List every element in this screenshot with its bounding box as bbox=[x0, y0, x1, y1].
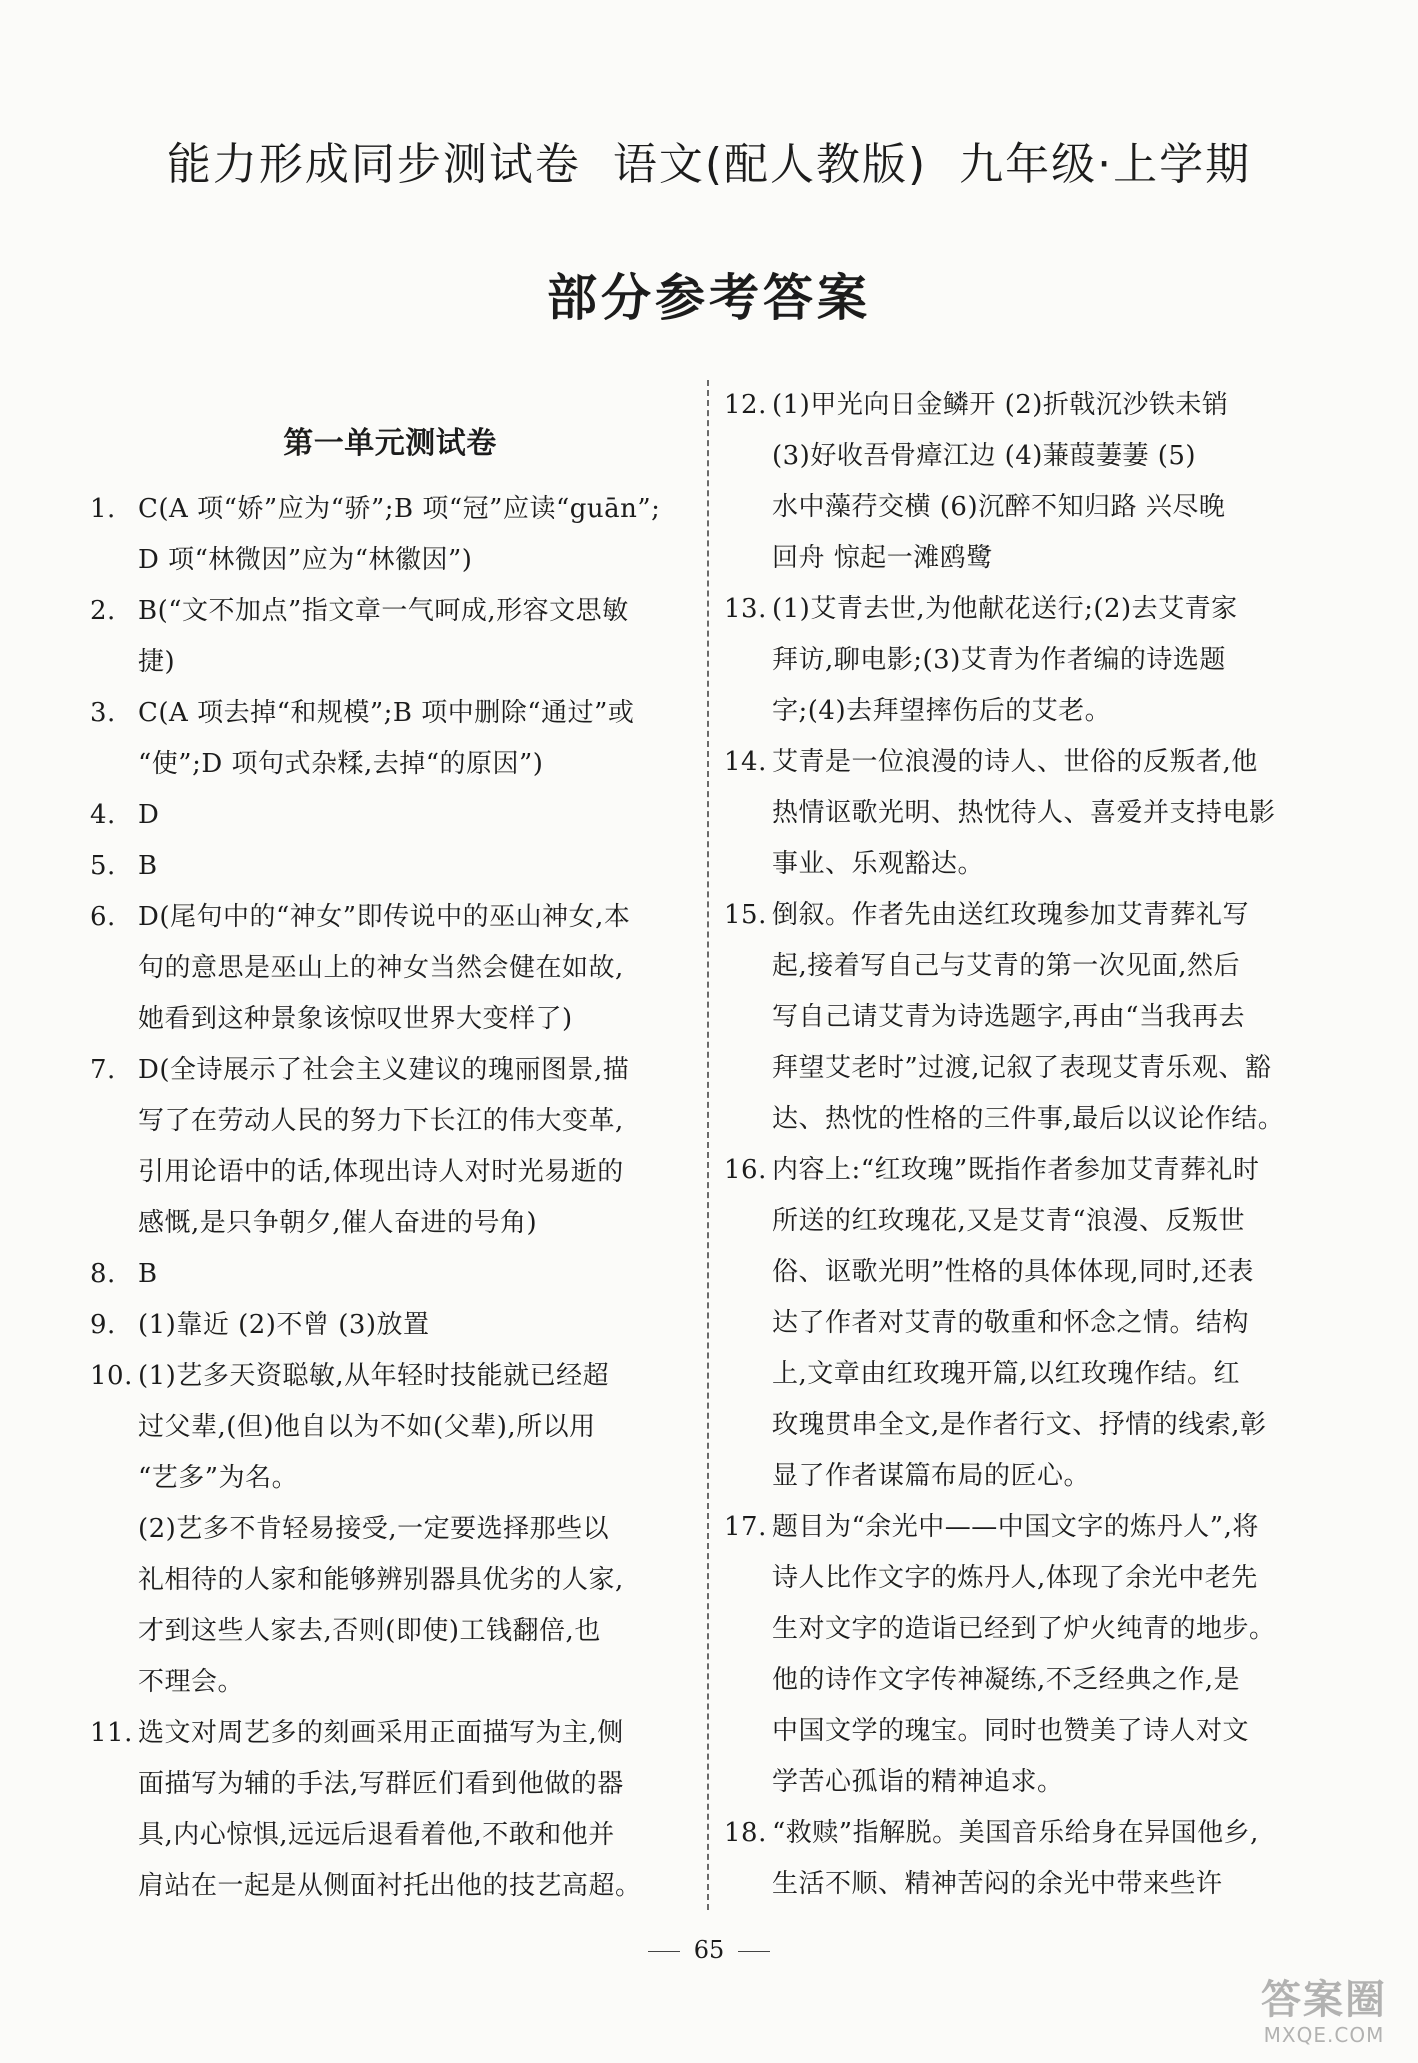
answer-line: 生活不顺、精神苦闷的余光中带来些许 bbox=[772, 1869, 1223, 1899]
answer-line: C(A 项“娇”应为“骄”;B 项“冠”应读“guān”; bbox=[138, 494, 661, 524]
answer-line: 所送的红玫瑰花,又是艾青“浪漫、反叛世 bbox=[772, 1206, 1246, 1236]
answer-line: 才到这些人家去,否则(即使)工钱翻倍,也 bbox=[138, 1616, 601, 1646]
answer-line: 她看到这种景象该惊叹世界大变样了) bbox=[138, 1004, 573, 1034]
left-answer-list bbox=[90, 484, 690, 1912]
answer-item bbox=[724, 737, 1316, 890]
answer-line: 不理会。 bbox=[138, 1667, 245, 1697]
answer-line: 上,文章由红玫瑰开篇,以红玫瑰作结。红 bbox=[772, 1359, 1241, 1389]
answer-line: 具,内心惊惧,远远后退看着他,不敢和他并 bbox=[138, 1820, 615, 1850]
answer-line: D(尾句中的“神女”即传说中的巫山神女,本 bbox=[138, 902, 631, 932]
answer-number: 9. bbox=[90, 1310, 116, 1340]
answer-line: (3)好收吾骨瘴江边 (4)蒹葭萋萋 (5) bbox=[772, 441, 1197, 471]
answer-line: 写了在劳动人民的努力下长江的伟大变革, bbox=[138, 1106, 624, 1136]
answer-number: 11. bbox=[90, 1718, 133, 1748]
answer-number: 15. bbox=[724, 900, 767, 930]
answer-item bbox=[90, 1300, 690, 1351]
answer-line: “救赎”指解脱。美国音乐给身在异国他乡, bbox=[772, 1818, 1259, 1848]
answer-line: C(A 项去掉“和规模”;B 项中删除“通过”或 bbox=[138, 698, 635, 728]
answer-line: D bbox=[138, 800, 160, 830]
answer-line: 达、热忱的性格的三件事,最后以议论作结。 bbox=[772, 1104, 1285, 1134]
answer-item bbox=[90, 1351, 690, 1708]
answer-line: 引用论语中的话,体现出诗人对时光易逝的 bbox=[138, 1157, 624, 1187]
answer-line: 写自己请艾青为诗选题字,再由“当我再去 bbox=[772, 1002, 1246, 1032]
right-column bbox=[724, 380, 1316, 1910]
answer-line: 选文对周艺多的刻画采用正面描写为主,侧 bbox=[138, 1718, 624, 1748]
answer-line: “使”;D 项句式杂糅,去掉“的原因”) bbox=[138, 749, 544, 779]
answer-line: 字;(4)去拜望摔伤后的艾老。 bbox=[772, 696, 1112, 726]
answer-item bbox=[90, 841, 690, 892]
answer-number: 5. bbox=[90, 851, 116, 881]
answer-line: 起,接着写自己与艾青的第一次见面,然后 bbox=[772, 951, 1241, 981]
right-answer-list bbox=[724, 380, 1316, 1910]
answer-number: 17. bbox=[724, 1512, 767, 1542]
answer-item bbox=[724, 1808, 1316, 1910]
answer-line: (1)甲光向日金鳞开 (2)折戟沉沙铁未销 bbox=[772, 390, 1229, 420]
answer-line: (2)艺多不肯轻易接受,一定要选择那些以 bbox=[138, 1514, 610, 1544]
answer-line: 水中藻荇交横 (6)沉醉不知归路 兴尽晚 bbox=[772, 492, 1226, 522]
book-title: 能力形成同步测试卷 语文(配人教版) 九年级·上学期 bbox=[166, 139, 1252, 190]
answer-item bbox=[90, 688, 690, 790]
answer-item bbox=[90, 892, 690, 1045]
answer-line: (1)艺多天资聪敏,从年轻时技能就已经超 bbox=[138, 1361, 610, 1391]
answer-line: 肩站在一起是从侧面衬托出他的技艺高超。 bbox=[138, 1871, 642, 1901]
page-dash-right bbox=[738, 1951, 770, 1952]
answer-line: D(全诗展示了社会主义建议的瑰丽图景,描 bbox=[138, 1055, 630, 1085]
answer-line: 达了作者对艾青的敬重和怀念之情。结构 bbox=[772, 1308, 1250, 1338]
answer-line: 内容上:“红玫瑰”既指作者参加艾青葬礼时 bbox=[772, 1155, 1260, 1185]
answer-line: 艾青是一位浪漫的诗人、世俗的反叛者,他 bbox=[772, 747, 1258, 777]
answer-item bbox=[724, 380, 1316, 584]
answer-line: 事业、乐观豁达。 bbox=[772, 849, 985, 879]
column-divider bbox=[707, 380, 709, 1910]
answer-line: 句的意思是巫山上的神女当然会健在如故, bbox=[138, 953, 624, 983]
answer-number: 18. bbox=[724, 1818, 767, 1848]
answer-item bbox=[90, 484, 690, 586]
answer-number: 12. bbox=[724, 390, 767, 420]
answer-line: 过父辈,(但)他自以为不如(父辈),所以用 bbox=[138, 1412, 596, 1442]
answer-number: 1. bbox=[90, 494, 116, 524]
answer-line: 俗、讴歌光明”性格的具体体现,同时,还表 bbox=[772, 1257, 1254, 1287]
answer-line: B bbox=[138, 1259, 158, 1289]
answer-item bbox=[724, 584, 1316, 737]
answer-line: 他的诗作文字传神凝练,不乏经典之作,是 bbox=[772, 1665, 1241, 1695]
watermark-url: MXQE.COM bbox=[1263, 2023, 1385, 2047]
answer-line: 热情讴歌光明、热忱待人、喜爱并支持电影 bbox=[772, 798, 1276, 828]
answer-line: B bbox=[138, 851, 158, 881]
watermark-text: 答案圈 bbox=[1261, 1977, 1387, 2023]
left-column bbox=[90, 380, 690, 1912]
answer-item bbox=[724, 1502, 1316, 1808]
answer-number: 3. bbox=[90, 698, 116, 728]
answer-number: 13. bbox=[724, 594, 767, 624]
answer-line: 显了作者谋篇布局的匠心。 bbox=[772, 1461, 1091, 1491]
answer-number: 4. bbox=[90, 800, 116, 830]
answer-item bbox=[90, 1045, 690, 1249]
answers-heading: 部分参考答案 bbox=[547, 269, 871, 327]
answer-item bbox=[90, 1249, 690, 1300]
answer-line: 倒叙。作者先由送红玫瑰参加艾青葬礼写 bbox=[772, 900, 1250, 930]
answer-item bbox=[90, 586, 690, 688]
answer-line: 感慨,是只争朝夕,催人奋进的号角) bbox=[138, 1208, 538, 1238]
answer-line: 学苦心孤诣的精神追求。 bbox=[772, 1767, 1064, 1797]
answer-line: 诗人比作文字的炼丹人,体现了余光中老先 bbox=[772, 1563, 1258, 1593]
section-title: 第一单元测试卷 bbox=[283, 426, 497, 461]
answer-line: B(“文不加点”指文章一气呵成,形容文思敏 bbox=[138, 596, 629, 626]
answer-number: 7. bbox=[90, 1055, 116, 1085]
answer-line: 玫瑰贯串全文,是作者行文、抒情的线索,彰 bbox=[772, 1410, 1267, 1440]
answer-number: 10. bbox=[90, 1361, 133, 1391]
page-number-text: 65 bbox=[693, 1936, 725, 1964]
answer-line: 礼相待的人家和能够辨别器具优劣的人家, bbox=[138, 1565, 624, 1595]
answer-item bbox=[90, 1708, 690, 1912]
page-dash-left bbox=[648, 1951, 680, 1952]
answer-item bbox=[724, 1145, 1316, 1502]
watermark-logo bbox=[1244, 1977, 1404, 2057]
answer-line: 回舟 惊起一滩鸥鹭 bbox=[772, 543, 993, 573]
answer-line: 拜望艾老时”过渡,记叙了表现艾青乐观、豁 bbox=[772, 1053, 1272, 1083]
answer-line: (1)艾青去世,为他献花送行;(2)去艾青家 bbox=[772, 594, 1238, 624]
answer-line: (1)靠近 (2)不曾 (3)放置 bbox=[138, 1310, 430, 1340]
answer-line: D 项“林微因”应为“林徽因”) bbox=[138, 545, 473, 575]
answer-line: 面描写为辅的手法,写群匠们看到他做的器 bbox=[138, 1769, 624, 1799]
answer-line: “艺多”为名。 bbox=[138, 1463, 299, 1493]
answer-item bbox=[90, 790, 690, 841]
answer-line: 生对文字的造诣已经到了炉火纯青的地步。 bbox=[772, 1614, 1276, 1644]
answer-line: 拜访,聊电影;(3)艾青为作者编的诗选题 bbox=[772, 645, 1226, 675]
answer-number: 2. bbox=[90, 596, 116, 626]
answer-line: 题目为“余光中——中国文字的炼丹人”,将 bbox=[772, 1512, 1259, 1542]
answer-item bbox=[724, 890, 1316, 1145]
page-number bbox=[0, 1936, 1418, 1964]
answer-number: 14. bbox=[724, 747, 767, 777]
answer-line: 中国文学的瑰宝。同时也赞美了诗人对文 bbox=[772, 1716, 1250, 1746]
answer-number: 8. bbox=[90, 1259, 116, 1289]
answer-number: 16. bbox=[724, 1155, 767, 1185]
answer-number: 6. bbox=[90, 902, 116, 932]
answer-line: 捷) bbox=[138, 647, 176, 677]
